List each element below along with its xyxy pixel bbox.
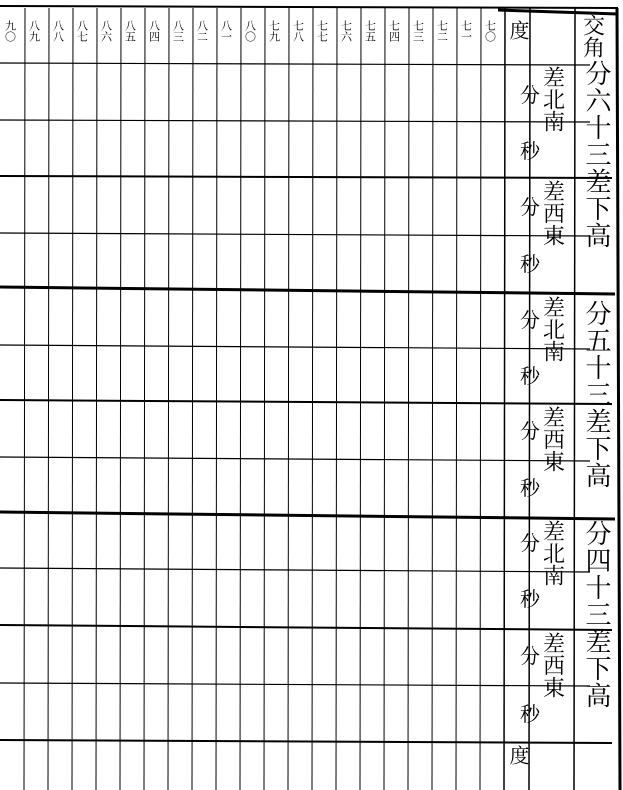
- jiao-value: 八六: [99, 20, 113, 42]
- unit-label: 秒: [520, 139, 540, 163]
- jiao-value: 七一: [459, 20, 473, 42]
- jiao-value: 七九: [267, 20, 281, 42]
- jiao-value: 七八: [291, 20, 305, 42]
- unit-label: 分: [520, 83, 540, 107]
- du-label-top: 度: [506, 20, 530, 40]
- col-label-ns-2: 差北南: [539, 296, 565, 362]
- jiao-value: 八三: [171, 20, 185, 42]
- col-label-ew-3: 差西東: [539, 632, 565, 698]
- unit-label: 秒: [520, 364, 540, 388]
- jiao-label: 交角: [579, 14, 605, 58]
- col-label-ew-2: 差西東: [539, 406, 565, 472]
- jiao-value: 九〇: [3, 20, 17, 42]
- jiao-value: 八一: [219, 20, 233, 42]
- jiao-value: 八四: [147, 20, 161, 42]
- jiao-value: 七二: [435, 20, 449, 42]
- section-head-2: 分五十三差下高: [581, 300, 611, 489]
- col-label-ns-3: 差北南: [539, 520, 565, 586]
- section-head-1: 分六十三差下高: [581, 60, 611, 249]
- jiao-value: 八九: [27, 20, 41, 42]
- jiao-value: 八二: [195, 20, 209, 42]
- col-label-ew-1: 差西東: [539, 180, 565, 246]
- unit-label: 秒: [520, 587, 540, 611]
- section-head-3: 分四十三差下高: [581, 520, 611, 709]
- jiao-value: 七六: [339, 20, 353, 42]
- col-label-ns-1: 差北南: [539, 66, 565, 132]
- unit-label: 分: [520, 644, 540, 668]
- jiao-value: 七三: [411, 20, 425, 42]
- jiao-value: 七〇: [483, 20, 497, 42]
- unit-label: 分: [520, 419, 540, 443]
- jiao-value: 七四: [387, 20, 401, 42]
- jiao-value: 八八: [51, 20, 65, 42]
- unit-label: 秒: [520, 476, 540, 500]
- du-label-bottom: 度: [506, 745, 530, 765]
- unit-label: 分: [520, 195, 540, 219]
- jiao-value: 八〇: [243, 20, 257, 42]
- unit-label: 秒: [520, 702, 540, 726]
- jiao-value: 七五: [363, 20, 377, 42]
- unit-label: 分: [520, 308, 540, 332]
- jiao-value: 七七: [315, 20, 329, 42]
- jiao-value: 八五: [123, 20, 137, 42]
- unit-label: 秒: [520, 252, 540, 276]
- jiao-value: 八七: [75, 20, 89, 42]
- unit-label: 分: [520, 531, 540, 555]
